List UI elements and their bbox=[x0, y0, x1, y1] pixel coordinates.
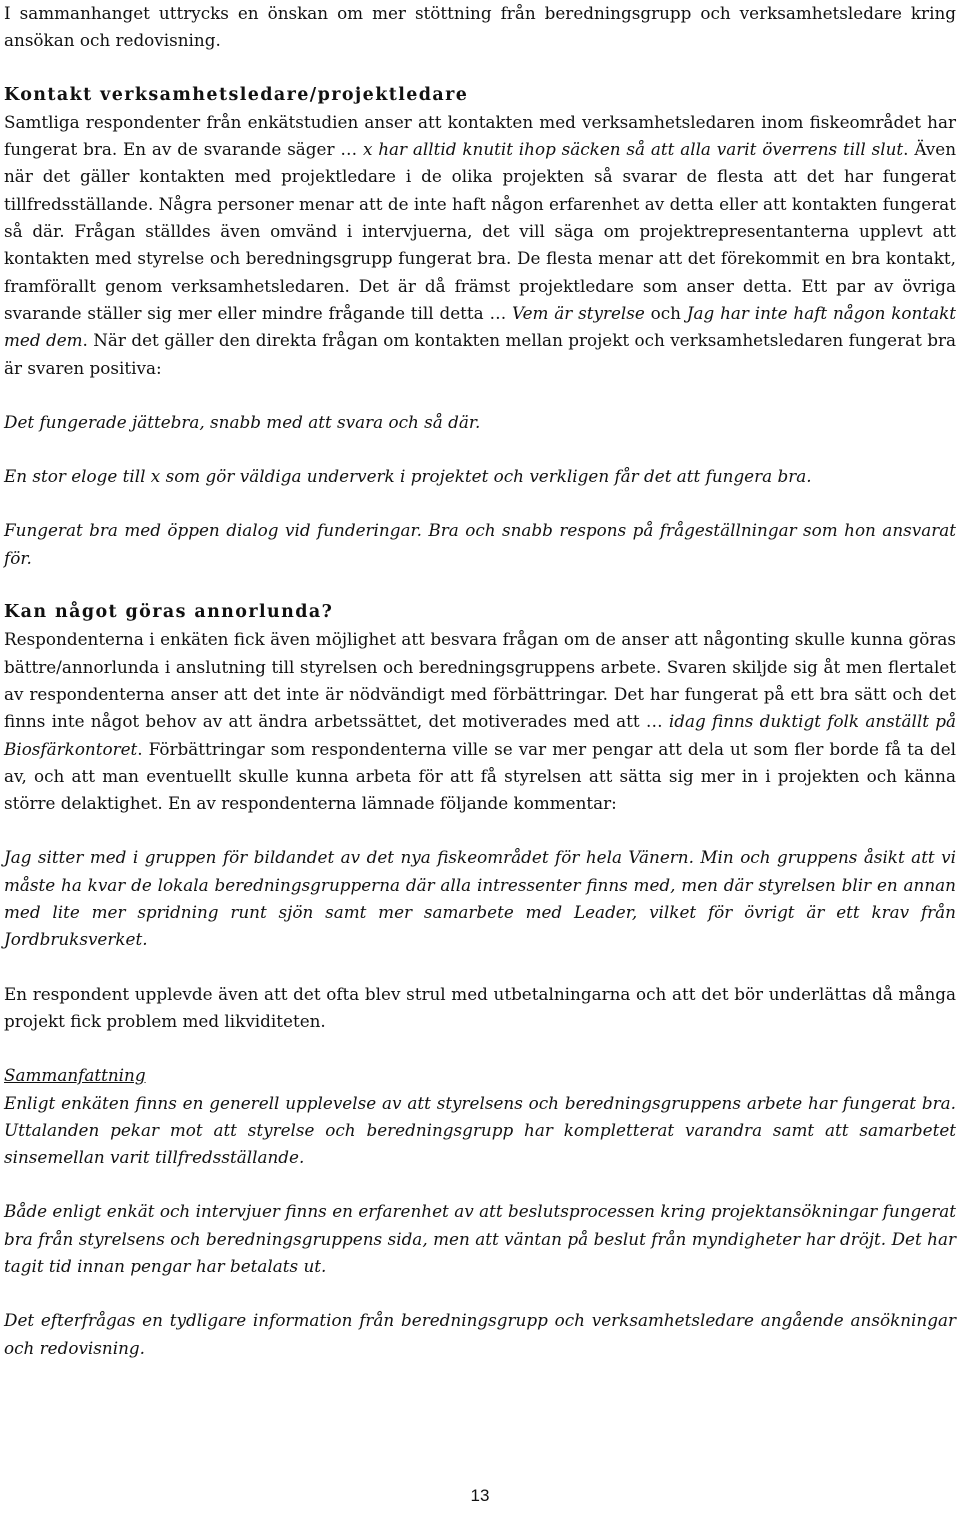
contact-text-c: . När det gäller den direkta frågan om kontakten mellan projekt och verksamhetsledaren fungerat bra är svaren positiva: bbox=[4, 330, 956, 378]
contact-quote-2: En stor eloge till x som gör väldiga underverk i projektet och verkligen får det att fungera bra. bbox=[4, 466, 812, 487]
document-page bbox=[4, 0, 956, 1362]
change-text-a: Respondenterna i enkäten fick även möjlighet att besvara frågan om de anser att någonting skulle kunna göras bättre/annorlunda i anslutning till styrelsen och beredningsgruppens arbete. Svaren skiljde sig åt men flertalet av respondenterna anser att det inte är nödvändigt med förbättringar. Det har fungerat på ett bra sätt och det finns inte något behov av att ändra arbetssättet, det motiverades med att … bbox=[4, 629, 956, 732]
intro-paragraph: I sammanhanget uttrycks en önskan om mer stöttning från beredningsgrupp och verksamhetsledare kring ansökan och redovisning. bbox=[4, 3, 956, 51]
change-text-b: . Förbättringar som respondenterna ville se var mer pengar att dela ut som fler borde få ta del av, och att man eventuellt skulle kunna arbeta för att få styrelsen att sätta sig mer in i projekten och känna större delaktighet. En av respondenterna lämnade följande kommentar: bbox=[4, 738, 956, 814]
change-quote-block: Jag sitter med i gruppen för bildandet av det nya fiskeområdet för hela Vänern. Min och gruppens åsikt att vi måste ha kvar de lokala beredningsgrupperna där alla intressenter finns med, men där styrelsen blir en annan med lite mer spridning runt sjön samt mer samarbete med Leader, vilket för övrigt är ett krav från Jordbruksverket. bbox=[4, 847, 956, 950]
summary-paragraph-2: Både enligt enkät och intervjuer finns en erfarenhet av att beslutsprocessen kring projektansökningar fungerat bra från styrelsens och beredningsgruppens sida, men att väntan på beslut från myndigheter har dröjt. Det har tagit tid innan pengar har betalats ut. bbox=[4, 1201, 956, 1276]
summary-paragraph-3: Det efterfrågas en tydligare information från beredningsgrupp och verksamhetsledare angående ansökningar och redovisning. bbox=[4, 1310, 956, 1358]
contact-text-and: och bbox=[644, 302, 687, 323]
change-quote-inline: idag finns duktigt folk anställt på Biosfärkontoret bbox=[4, 711, 956, 759]
contact-text-a: Samtliga respondenter från enkätstudien anser att kontakten med verksamhetsledaren inom fiskeområdet har fungerat bra. En av de svarande säger … bbox=[4, 111, 956, 160]
change-paragraph bbox=[4, 626, 956, 817]
change-paragraph-2: En respondent upplevde även att det ofta blev strul med utbetalningarna och att det bör underlättas då många projekt fick problem med likviditeten. bbox=[4, 983, 956, 1031]
contact-quote-c: Jag har inte haft någon kontakt med dem bbox=[4, 302, 956, 351]
change-heading: Kan något göras annorlunda? bbox=[4, 602, 334, 623]
contact-text-b: . Även när det gäller kontakten med projektledare i de olika projekten så svarar de flesta att det har fungerat tillfredsställande. Några personer menar att de inte haft någon erfarenhet av detta eller att kontakten fungerat så där. Frågan ställdes även omvänd i intervjuerna, det vill säga om projektrepresentanterna upplevt att kontakten med styrelse och beredningsgrupp fungerat bra. De flesta menar att det förekommit en bra kontakt, framförallt genom verksamhetsledaren. Det är då främst projektledare som anser detta. Ett par av övriga svarande ställer sig mer eller mindre frågande till detta … bbox=[4, 139, 956, 323]
contact-quote-a: x har alltid knutit ihop säcken så att alla varit överrens till slut bbox=[362, 139, 904, 160]
contact-heading: Kontakt verksamhetsledare/projektledare bbox=[4, 84, 469, 105]
contact-quote-3: Fungerat bra med öppen dialog vid funderingar. Bra och snabb respons på frågeställningar som hon ansvarat för. bbox=[4, 520, 956, 568]
contact-paragraph bbox=[4, 109, 956, 382]
page-number: 13 bbox=[470, 1486, 490, 1505]
summary-paragraph-1: Enligt enkäten finns en generell upplevelse av att styrelsens och beredningsgruppens arbete har fungerat bra. Uttalanden pekar mot att styrelse och beredningsgrupp har kompletterat varandra samt att samarbetet sinsemellan varit tillfredsställande. bbox=[4, 1092, 956, 1168]
contact-quote-b: Vem är styrelse bbox=[512, 302, 645, 323]
contact-quote-1: Det fungerade jättebra, snabb med att svara och så där. bbox=[4, 411, 481, 432]
summary-heading: Sammanfattning bbox=[4, 1065, 146, 1086]
